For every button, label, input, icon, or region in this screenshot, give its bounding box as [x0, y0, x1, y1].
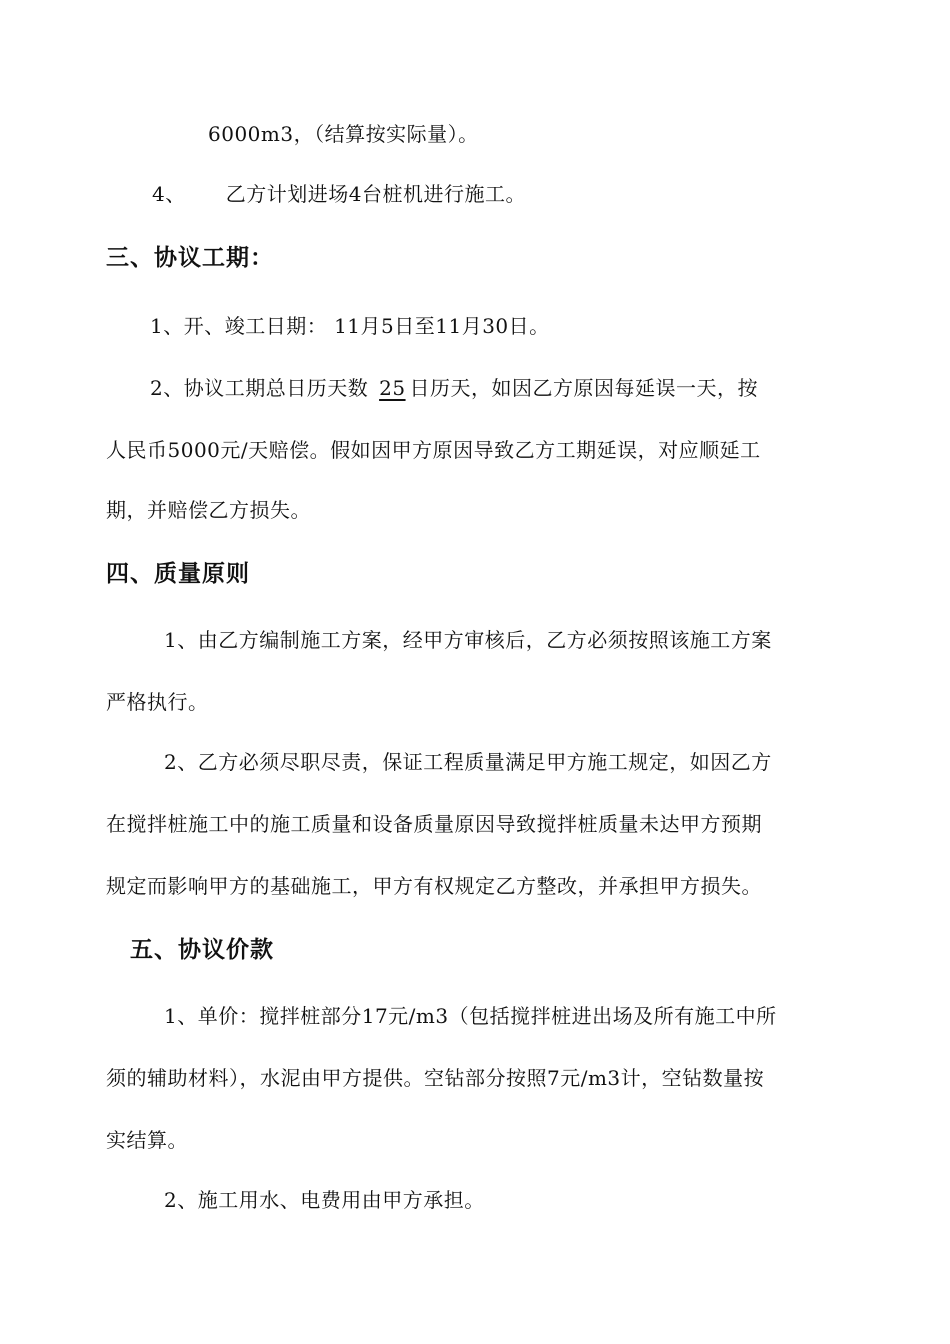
paragraph-line: 须的辅助材料），水泥由甲方提供。空钻部分按照7元/m3计，空钻数量按	[106, 1066, 765, 1090]
underlined-days-value: 25	[379, 376, 406, 400]
paragraph-line: 实结算。	[106, 1128, 188, 1152]
text-run: 日历天，如因乙方原因每延误一天，按	[409, 376, 759, 400]
section-heading-4: 四、质量原则	[106, 561, 250, 587]
paragraph-line	[150, 376, 758, 400]
list-item-4	[152, 182, 526, 206]
paragraph-line: 人民币5000元/天赔偿。假如因甲方原因导致乙方工期延误，对应顺延工	[106, 438, 761, 462]
text-run: 2、协议工期总日历天数	[150, 376, 376, 400]
paragraph-line: 1、开、竣工日期： 11月5日至11月30日。	[150, 314, 550, 338]
list-item-text: 乙方计划进场4台桩机进行施工。	[225, 182, 526, 206]
paragraph-line: 2、乙方必须尽职尽责，保证工程质量满足甲方施工规定，如因乙方	[164, 750, 772, 774]
section-heading-5: 五、协议价款	[130, 937, 274, 963]
paragraph-line: 严格执行。	[106, 690, 209, 714]
paragraph-line: 6000m3，（结算按实际量）。	[208, 122, 479, 146]
paragraph-line: 期，并赔偿乙方损失。	[106, 498, 311, 522]
paragraph-line: 1、由乙方编制施工方案，经甲方审核后，乙方必须按照该施工方案	[164, 628, 772, 652]
paragraph-line: 1、单价：搅拌桩部分17元/m3（包括搅拌桩进出场及所有施工中所	[164, 1004, 777, 1028]
paragraph-line: 规定而影响甲方的基础施工，甲方有权规定乙方整改，并承担甲方损失。	[106, 874, 762, 898]
list-item-number: 4、	[152, 182, 186, 206]
paragraph-line: 2、施工用水、电费用由甲方承担。	[164, 1188, 485, 1212]
section-heading-3: 三、协议工期：	[106, 245, 274, 271]
paragraph-line: 在搅拌桩施工中的施工质量和设备质量原因导致搅拌桩质量未达甲方预期	[106, 812, 762, 836]
